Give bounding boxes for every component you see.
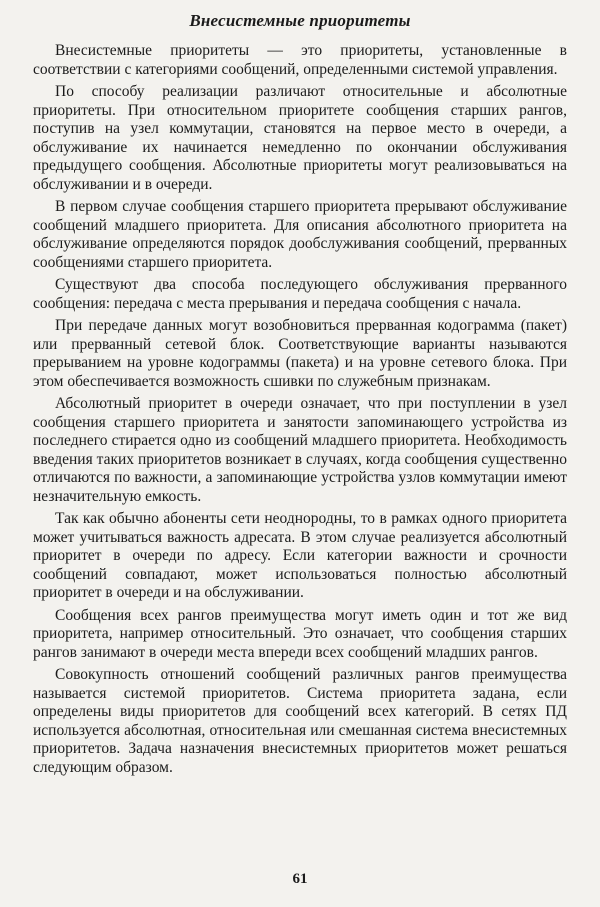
paragraph: В первом случае сообщения старшего приоритета прерывают обслуживание сообщений младшего приоритета. Для описания абсолютного приоритета на обслуживание определяются порядок дообслуживания сообщений, прерванных сообщениями старшего приоритета. bbox=[33, 198, 567, 271]
paragraph: Сообщения всех рангов преимущества могут иметь один и тот же вид приоритета, например относительный. Это означает, что сообщения старших рангов занимают в очереди места впереди всех сообщений младших рангов. bbox=[33, 606, 567, 661]
paragraph: Абсолютный приоритет в очереди означает, что при поступлении в узел сообщения старшего приоритета и занятости запоминающего устройства из последнего стирается одно из сообщений младшего приоритета. Необходимость введения таких приоритетов возникает в случаях, когда сообщения существенно отличаются по важности, а запоминающие устройства узлов коммутации имеют незначительную емкость. bbox=[33, 395, 567, 505]
paragraph: Существуют два способа последующего обслуживания прерванного сообщения: передача с места прерывания и передача сообщения с начала. bbox=[33, 276, 567, 312]
paragraph: При передаче данных могут возобновиться прерванная кодограмма (пакет) или прерванный сетевой блок. Соответствующие варианты называются прерыванием на уровне кодограммы (пакета) и на уровне сетевого блока. При этом обеспечивается возможность сшивки по служебным признакам. bbox=[33, 317, 567, 390]
paragraph: Внесистемные приоритеты — это приоритеты, установленные в соответствии с категориями сообщений, определенными системой управления. bbox=[33, 42, 567, 78]
paragraph: Так как обычно абоненты сети неоднородны, то в рамках одного приоритета может учитываться важность адресата. В этом случае реализуется абсолютный приоритет в очереди по адресу. Если категории важности и срочности сообщений совпадают, может использоваться полностью абсолютный приоритет в очереди и на обслуживании. bbox=[33, 510, 567, 601]
paragraph: Совокупность отношений сообщений различных рангов преимущества называется системой приоритетов. Система приоритета задана, если определены виды приоритетов для сообщений всех категорий. В сетях ПД используется абсолютная, относительная или смешанная система внесистемных приоритетов. Задача назначения внесистемных приоритетов может решаться следующим образом. bbox=[33, 666, 567, 776]
paragraph: По способу реализации различают относительные и абсолютные приоритеты. При относительном приоритете сообщения старших рангов, поступив на узел коммутации, становятся на первое место в очереди, а обслуживание их начинается немедленно по окончании обслуживания предыдущего сообщения. Абсолютные приоритеты могут реализовываться на обслуживании и в очереди. bbox=[33, 83, 567, 193]
section-title: Внесистемные приоритеты bbox=[189, 11, 411, 30]
body-text bbox=[33, 42, 567, 781]
page-number: 61 bbox=[292, 871, 308, 887]
